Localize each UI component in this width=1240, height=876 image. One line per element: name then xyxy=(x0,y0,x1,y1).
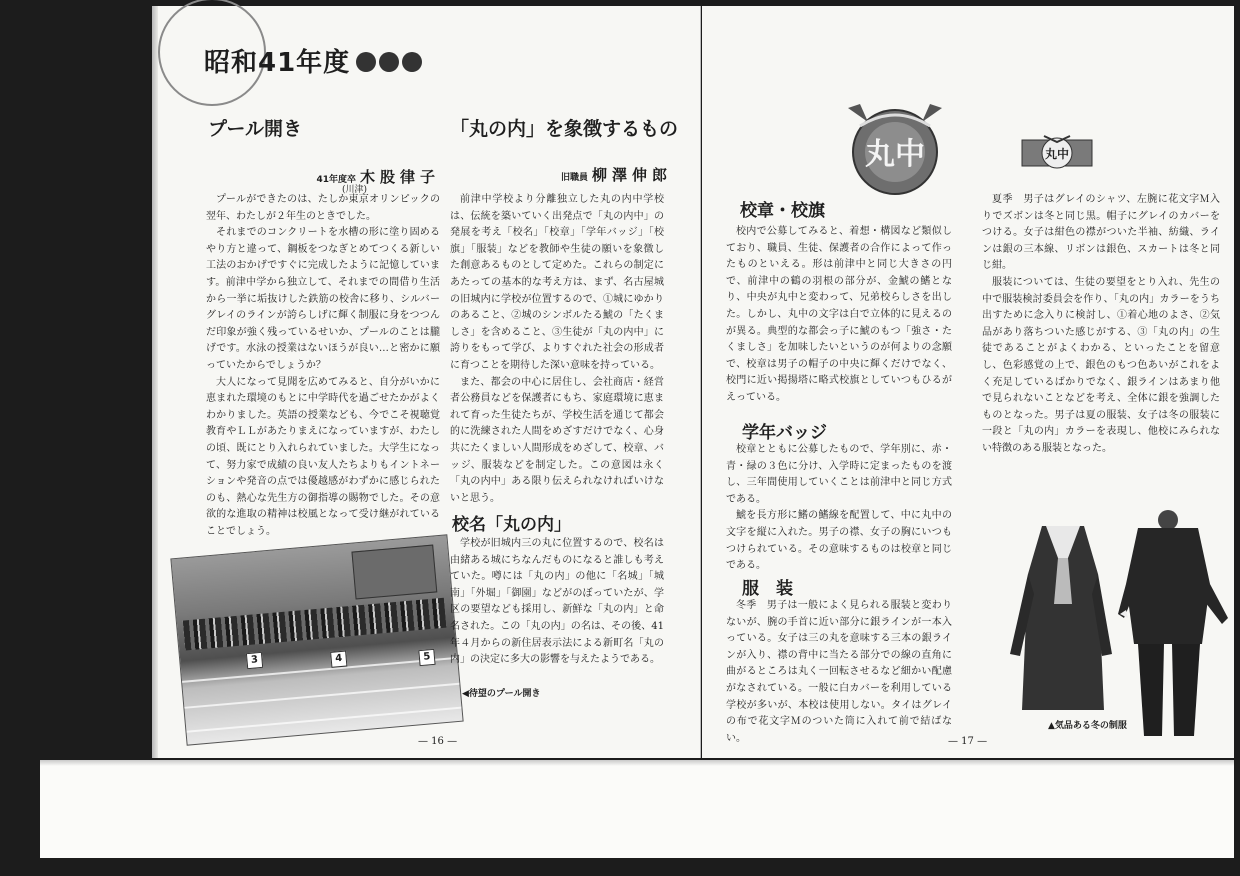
tent xyxy=(351,545,437,600)
paragraph: 学校が旧城内三の丸に位置するので、校名は由緒ある城にちなんだものになると誰しも考えていた。噂には「丸の内」の他に「名城」「城南」「外堀」「御園」などがのぼっていたが、学区の要望なども採用し、新鮮な「丸の内」と命名された。この「丸の内」の名は、その後、41年４月からの新住居表示法による新町名「丸の内」の決定に多大の影響を与えたようである。 xyxy=(450,538,664,666)
badge-text: 丸中 xyxy=(1044,147,1070,161)
paragraph: 前津中学校より分離独立した丸の内中学校は、伝統を築いていく出発点で「丸の内中」の発展を考え「校名」「校章」「学年バッジ」「校旗」「服装」などを教師や生徒の願いを象徴した創意あるものとして定めた。これらの制定にあたっての基本的な考え方は、まず、名古屋城の旧城内に学校が位置するので、①城にゆかりのあること、②城のシンボルたる鯱の「たくましさ」を含めること、③生徒が「丸の内中」に誇りをもって学び、よりすぐれた社会の形成者に育つことを期待した深い意味を持っている。 xyxy=(450,194,664,371)
lane-number: 5 xyxy=(418,649,435,666)
scanner-background xyxy=(40,760,1234,858)
school-emblem-icon xyxy=(840,98,950,198)
article2-sub-body xyxy=(450,536,664,669)
paragraph: 冬季 男子は一般によく見られる服装と変わりないが、腕の手首に近い部分に銀ラインが一本入っている。女子は三の丸を意味する三本の銀ラインが入り、襟の背中に当たる部分での線の直角に曲がるところは丸く一回転させるなど細かい配慮がなされている。一般に白カバーを利用している学校が多いが、本校は使用しない。タイはグレイの布で花文字Ｍのついた筒に入れて前で結ばない。 xyxy=(726,600,952,744)
binding-edge xyxy=(152,6,158,758)
grade-badge-body xyxy=(726,442,952,575)
uniform-photo xyxy=(1002,514,1232,746)
left-page xyxy=(152,6,701,758)
article1-byline-role: 41年度卒 xyxy=(316,175,356,185)
article2-subheading: 校名「丸の内」 xyxy=(452,515,571,535)
paragraph: 鯱を長方形に鰭の鰭線を配置して、中に丸中の文字を縦に入れた。男子の襟、女子の胸にいつもつけられている。その意味するものは校章と同じである。 xyxy=(726,510,952,572)
article2-headline: 「丸の内」を象徴するもの xyxy=(450,118,679,140)
crowd xyxy=(183,598,447,651)
lane-number: 4 xyxy=(330,651,347,668)
article1-byline-sub: (川津) xyxy=(342,185,368,195)
uniform-body-col1 xyxy=(726,598,952,744)
era-title xyxy=(204,42,425,79)
article2-byline-name: 柳澤伸郎 xyxy=(591,166,672,184)
page-number-right: — 17 — xyxy=(948,736,988,747)
paragraph: 大人になって見聞を広めてみると、自分がいかに恵まれた環境のもとに中学時代を過ごせたかがよくわかりました。英語の授業なども、今でこそ視聴覚教育やＬＬがあたりまえになっていますが、わたしの頃、既にとり入れられていました。大学生になって、努力家で成績の良い友人たちよりもイントネーションや発音の点では優越感がわずかに感じられたのも、熱心な先生方の御指導の賜物でした。その意欲的な進取の精神は校風となって受け継がれていることでしょう。 xyxy=(206,376,440,537)
emblem-text: 丸中 xyxy=(865,137,925,172)
paragraph: それまでのコンクリートを水槽の形に塗り固めるやり方と違って、鋼板をつなぎとめてつくる新しい工法のおかげですぐに完成したように記憶しています。前津中学から独立して、それまでの間借り生活から一挙に垢抜けした鉄筋の校舎に移り、シルバーグレイのラインが誇らしげに輝く制服に身をつつんだ印象が強く残っているせいか、プールのことは朧げです。水泳の授業はないほうが良い…と密かに願っていたからでしょうか？ xyxy=(206,227,440,371)
paragraph: 服装については、生徒の要望をとり入れ、先生の中で服装検討委員会を作り、「丸の内」カラーをうち出すために念入りに検討し、①着心地のよさ、②気品があり落ちついた感じがする、③「丸の内」の生徒であることがよくわかる、といったことを留意し、色彩感覚の上で、銀色のもつ色あいがこれをよく充足しているばかりでなく、銀ラインはあまり他で見られないことなどを考え、全体に銀を強調したものとなった。男子は夏の服装、女子は冬の服装に一段と「丸の内」カラーを表現し、他校にみられない特徴のある服装となった。 xyxy=(982,276,1220,454)
article2-body xyxy=(450,192,664,507)
pool-photo xyxy=(170,534,463,746)
paragraph: 校章とともに公募したもので、学年別に、赤・青・緑の３色に分け、入学時に定まったものを渡し、三年間使用していくことは前津中と同じ方式である。 xyxy=(726,444,952,505)
grade-badge-icon xyxy=(1020,128,1094,178)
uniform-body-col2 xyxy=(982,192,1220,514)
article1-body xyxy=(206,192,440,540)
paragraph: 夏季 男子はグレイのシャツ、左腕に花文字Ｍ入りでズボンは冬と同じ黒。帽子にグレイのカバーをつける。女子は紺色の襟がついた半袖、紡織、ラインは銀の三本線、リボンは銀色、スカートは冬と同じ紺。 xyxy=(982,194,1220,272)
lane-number: 3 xyxy=(246,652,263,669)
article1-byline-name: 木股律子 xyxy=(359,168,440,186)
paragraph: また、都会の中心に居住し、会社商店・経営者公務員などを保護者にもち、家庭環境に恵まれて育った生徒たちが、学校生活を通じて都会的に洗練された人間をめざすだけでなく、心身共にたくましい人間形成をめざして、校章、バッジ、服装などを制定した。この意図は永く「丸の内中」ある限り伝えられなければいけないと思う。 xyxy=(450,376,664,504)
right-page xyxy=(702,6,1234,758)
article1-headline: プール開き xyxy=(208,118,303,140)
dots-decoration xyxy=(356,49,425,79)
paragraph: 校内で公募してみると、着想・構図など類似しており、職員、生徒、保護者の合作によって作ったものといえる。形は前津中と同じ大きさの円で、前津中の鶴の羽根の部分が、金鯱の鰭となり、中央が丸中と変わって、兄弟校らしさを出した。しかし、丸中の文字は白で立体的に見えるのが異る。典型的な都会っ子に鯱のもつ「強さ・たくましさ」を加味したいというのが何よりの念願で、校章は男子の帽子の中央に輝くだけでなく、校門に近い掲揚塔に略式校旗としていつもひるがえっている。 xyxy=(726,226,952,403)
photo-caption: ◀待望のプール開き xyxy=(462,689,541,699)
paragraph: プールができたのは、たしか東京オリンピックの翌年、わたしが２年生のときでした。 xyxy=(206,194,440,222)
emblem-heading: 校章・校旗 xyxy=(740,201,825,221)
era-title-text: 昭和41年度 xyxy=(204,48,351,78)
emblem-body xyxy=(726,224,952,407)
page-number-left: — 16 — xyxy=(418,736,458,747)
grade-badge-heading: 学年バッジ xyxy=(742,423,827,443)
article2-byline xyxy=(482,164,672,185)
article2-byline-role: 旧職員 xyxy=(560,173,588,183)
uniform-heading: 服 装 xyxy=(742,579,793,599)
uniform-caption: ▲気品ある冬の制服 xyxy=(1048,721,1127,731)
